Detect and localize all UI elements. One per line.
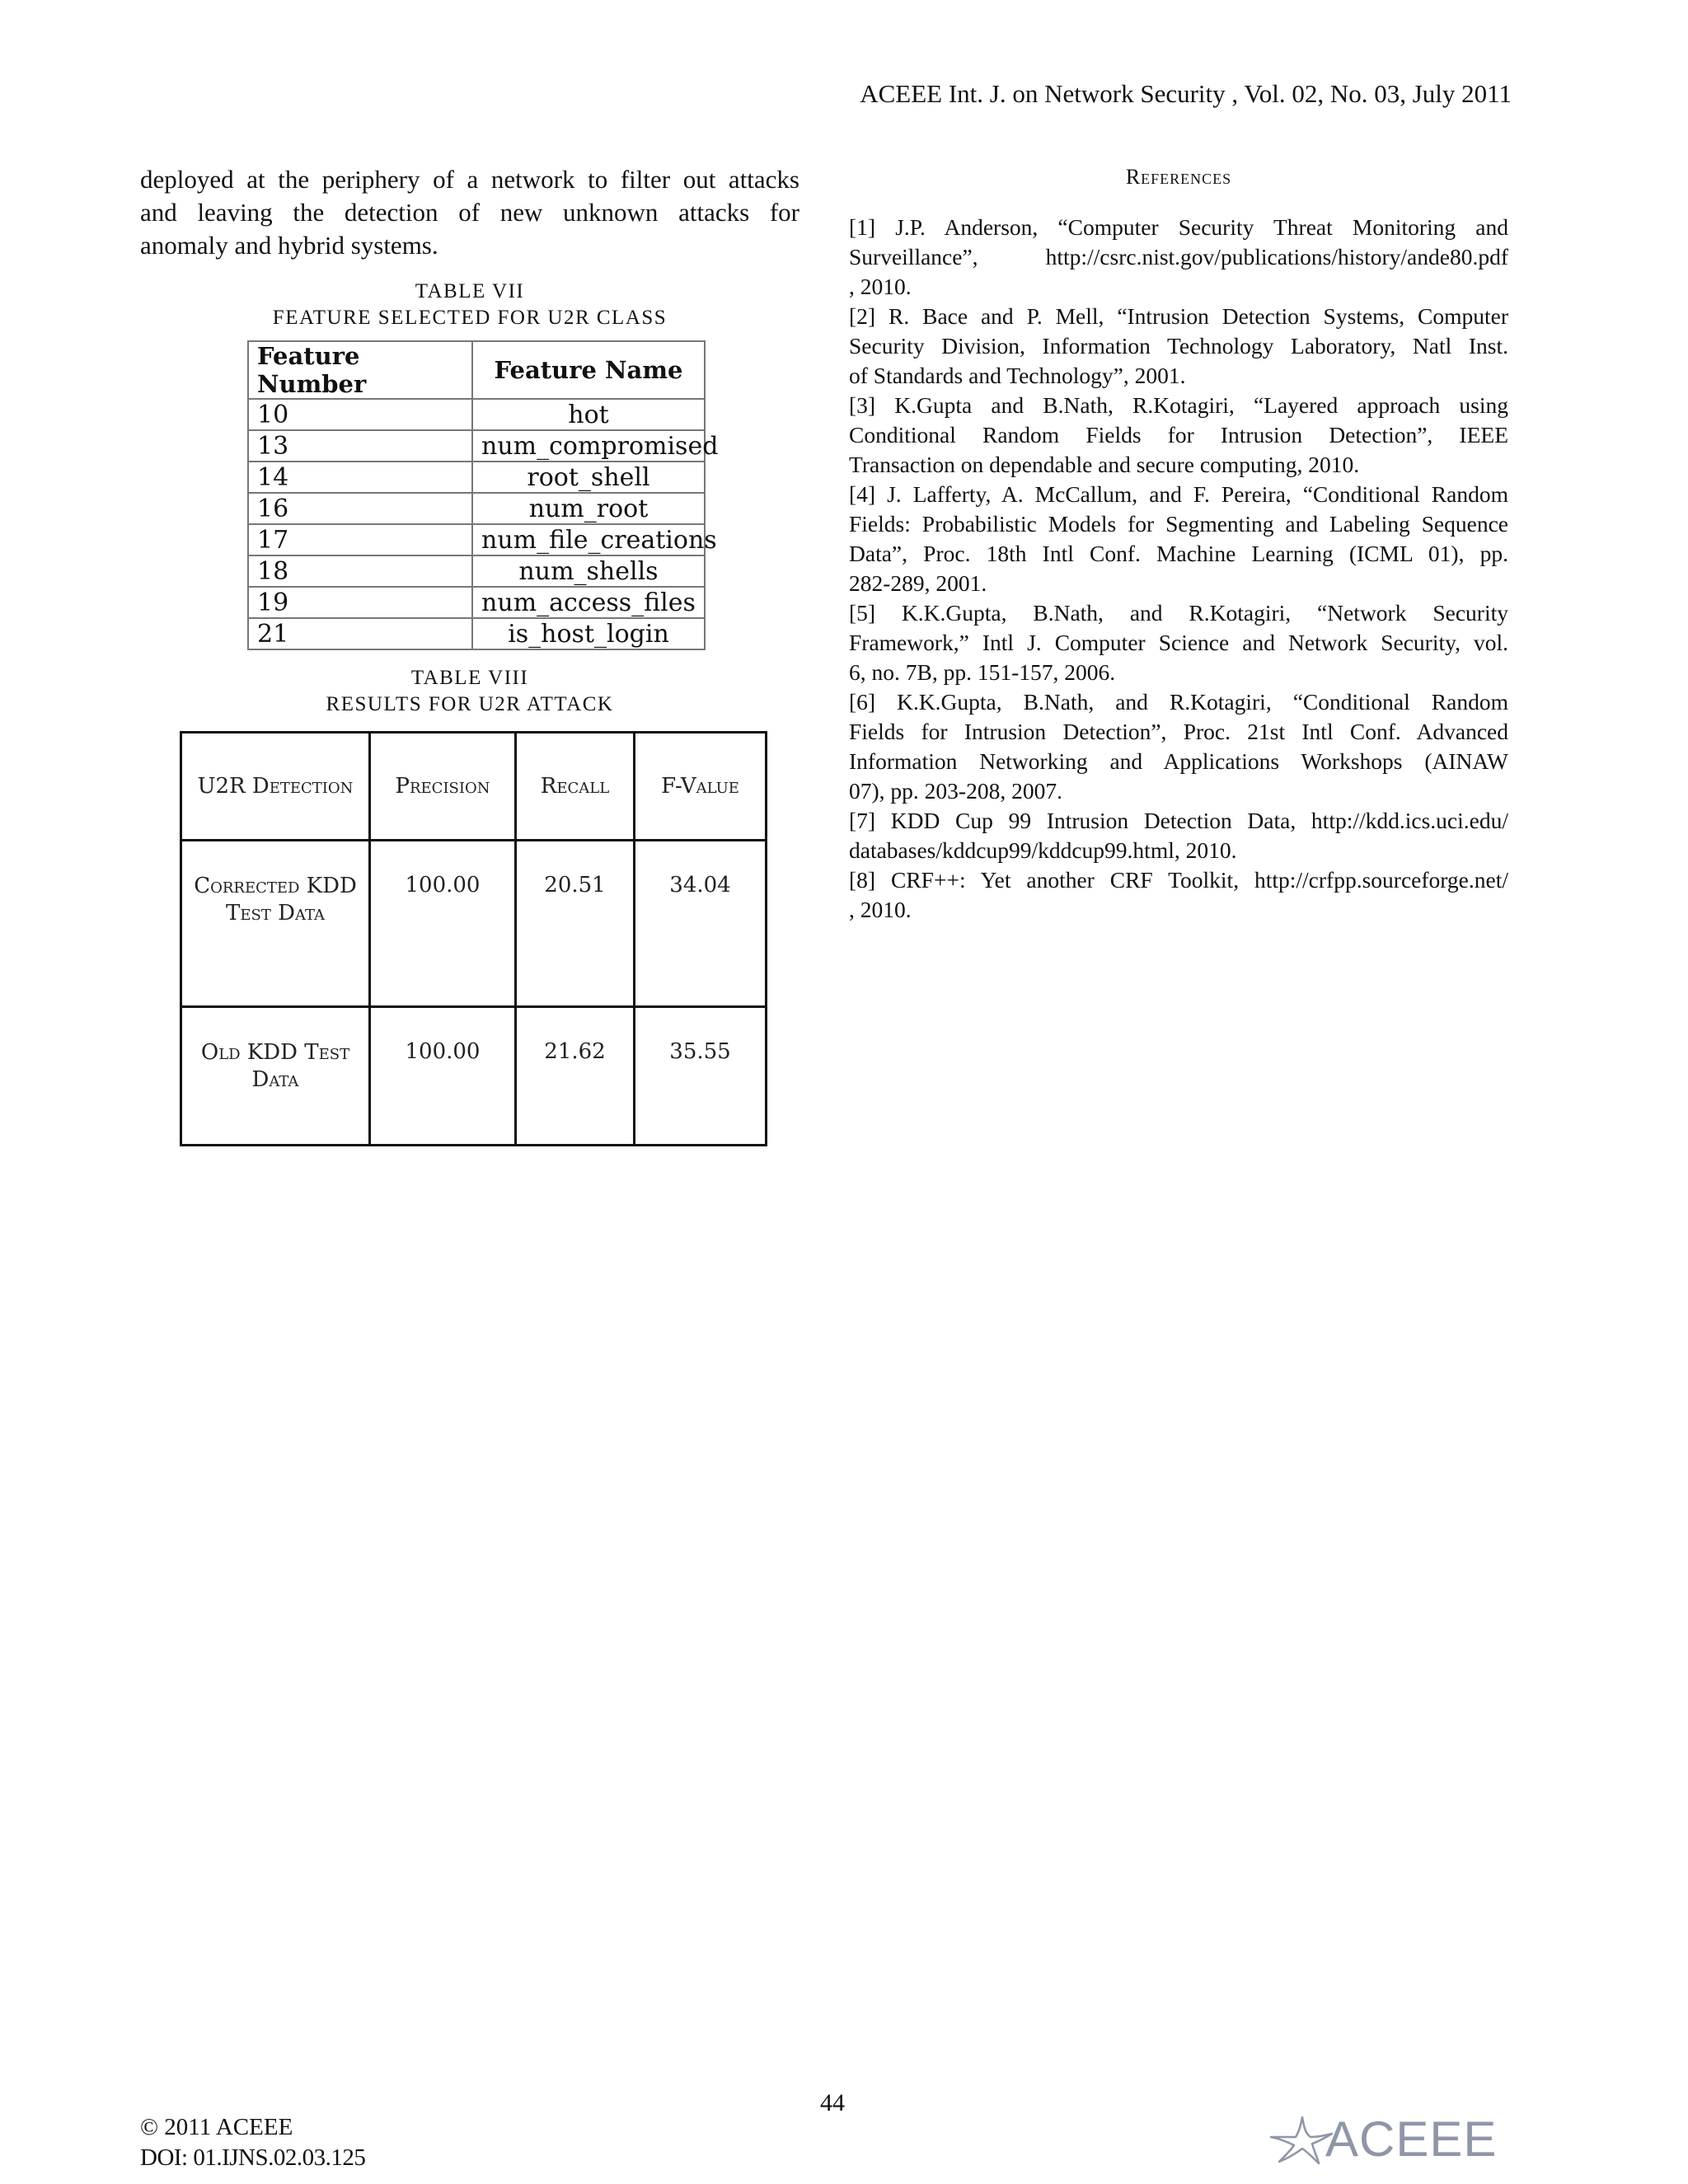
intro-line: and leaving the detection of new unknown attacks for [140, 198, 799, 227]
table-header-row [248, 341, 705, 399]
feature-name: num_file_creations [472, 524, 705, 555]
feature-name: num_root [472, 493, 705, 524]
table-row [248, 618, 705, 649]
copyright-notice: © 2011 ACEEE [140, 2114, 293, 2140]
reference-line: [5] K.K.Gupta, B.Nath, and R.Kotagiri, “Network Security [849, 600, 1508, 626]
table8-caption [140, 665, 799, 718]
row-label: Corrected KDD Test Data [181, 841, 370, 1007]
doi-label: DOI: 01.IJNS.02.03.125 [140, 2144, 366, 2171]
column-header: Precision [370, 733, 516, 841]
reference-line: Fields for Intrusion Detection”, Proc. 21st Intl Conf. Advanced [849, 719, 1508, 744]
column-header: U2R Detection [181, 733, 370, 841]
reference-line: Framework,” Intl J. Computer Science and Network Security, vol. [849, 630, 1508, 655]
feature-name: num_shells [472, 555, 705, 587]
table-row [248, 430, 705, 462]
table-row [248, 587, 705, 618]
reference-line: , 2010. [849, 274, 912, 299]
reference-line: Fields: Probabilistic Models for Segmenting and Labeling Sequence [849, 511, 1508, 537]
feature-number: 21 [248, 618, 472, 649]
table-row [181, 1007, 767, 1146]
references-heading: References [1125, 165, 1232, 189]
feature-number: 13 [248, 430, 472, 462]
table7-label: TABLE VII [415, 280, 525, 302]
table7-title: FEATURE SELECTED FOR U2R CLASS [272, 307, 668, 329]
reference-line: of Standards and Technology”, 2001. [849, 363, 1186, 388]
results-table [180, 731, 767, 1146]
page-number: 44 [820, 2089, 845, 2116]
running-header: ACEEE Int. J. on Network Security , Vol. 02, No. 03, July 2011 [860, 79, 1512, 108]
reference-line: [1] J.P. Anderson, “Computer Security Threat Monitoring and [849, 214, 1508, 240]
reference-line: Conditional Random Fields for Intrusion Detection”, IEEE [849, 422, 1508, 448]
feature-name: hot [472, 399, 705, 430]
reference-line: Data”, Proc. 18th Intl Conf. Machine Learning (ICML 01), pp. [849, 541, 1508, 566]
precision-value: 100.00 [370, 1007, 516, 1146]
feature-number: 10 [248, 399, 472, 430]
column-header: Feature Number [248, 341, 472, 399]
table8-title: RESULTS FOR U2R ATTACK [326, 693, 614, 715]
reference-line: , 2010. [849, 897, 912, 922]
reference-line: [4] J. Lafferty, A. McCallum, and F. Pereira, “Conditional Random [849, 481, 1508, 507]
f-value: 34.04 [635, 841, 767, 1007]
feature-number: 19 [248, 587, 472, 618]
intro-line: anomaly and hybrid systems. [140, 231, 438, 260]
logo-text: ACEEE [1325, 2111, 1498, 2167]
table-row [248, 493, 705, 524]
column-header: Recall [516, 733, 635, 841]
references-list [849, 213, 1508, 925]
reference-line: Transaction on dependable and secure computing, 2010. [849, 452, 1360, 477]
f-value: 35.55 [635, 1007, 767, 1146]
table-row [248, 399, 705, 430]
precision-value: 100.00 [370, 841, 516, 1007]
reference-line: [7] KDD Cup 99 Intrusion Detection Data, http://kdd.ics.uci.edu/ [849, 808, 1508, 833]
table-header-row [181, 733, 767, 841]
reference-line: Security Division, Information Technology Laboratory, Natl Inst. [849, 333, 1508, 359]
column-header: Feature Name [472, 341, 705, 399]
table-row [248, 524, 705, 555]
reference-line: [3] K.Gupta and B.Nath, R.Kotagiri, “Layered approach using [849, 392, 1508, 418]
feature-number: 14 [248, 462, 472, 493]
table-row [248, 462, 705, 493]
feature-name: is_host_login [472, 618, 705, 649]
feature-table [247, 340, 719, 650]
row-label: Old KDD Test Data [181, 1007, 370, 1146]
table8-label: TABLE VIII [410, 667, 529, 689]
aceee-logo [1269, 2110, 1517, 2168]
feature-name: root_shell [472, 462, 705, 493]
feature-number: 16 [248, 493, 472, 524]
reference-line: databases/kddcup99/kddcup99.html, 2010. [849, 837, 1237, 863]
recall-value: 20.51 [516, 841, 635, 1007]
reference-line: 6, no. 7B, pp. 151-157, 2006. [849, 659, 1116, 685]
intro-paragraph [140, 163, 799, 262]
feature-name: num_access_files [472, 587, 705, 618]
table-row [248, 555, 705, 587]
table7-caption [140, 279, 799, 331]
reference-line: 07), pp. 203-208, 2007. [849, 778, 1062, 804]
reference-line: Information Networking and Applications Workshops (AINAW [849, 748, 1508, 774]
column-header: F-Value [635, 733, 767, 841]
reference-line: [6] K.K.Gupta, B.Nath, and R.Kotagiri, “Conditional Random [849, 689, 1508, 715]
feature-number: 18 [248, 555, 472, 587]
feature-name: num_compromised [472, 430, 705, 462]
star-swoosh-icon [1269, 2112, 1334, 2165]
reference-line: [8] CRF++: Yet another CRF Toolkit, http://crfpp.sourceforge.net/ [849, 867, 1508, 893]
reference-line: 282-289, 2001. [849, 570, 987, 596]
reference-line: [2] R. Bace and P. Mell, “Intrusion Detection Systems, Computer [849, 303, 1508, 329]
table-row [181, 841, 767, 1007]
reference-line: Surveillance”, http://csrc.nist.gov/publications/history/ande80.pdf [849, 244, 1508, 269]
feature-number: 17 [248, 524, 472, 555]
recall-value: 21.62 [516, 1007, 635, 1146]
intro-line: deployed at the periphery of a network to filter out attacks [140, 165, 799, 194]
